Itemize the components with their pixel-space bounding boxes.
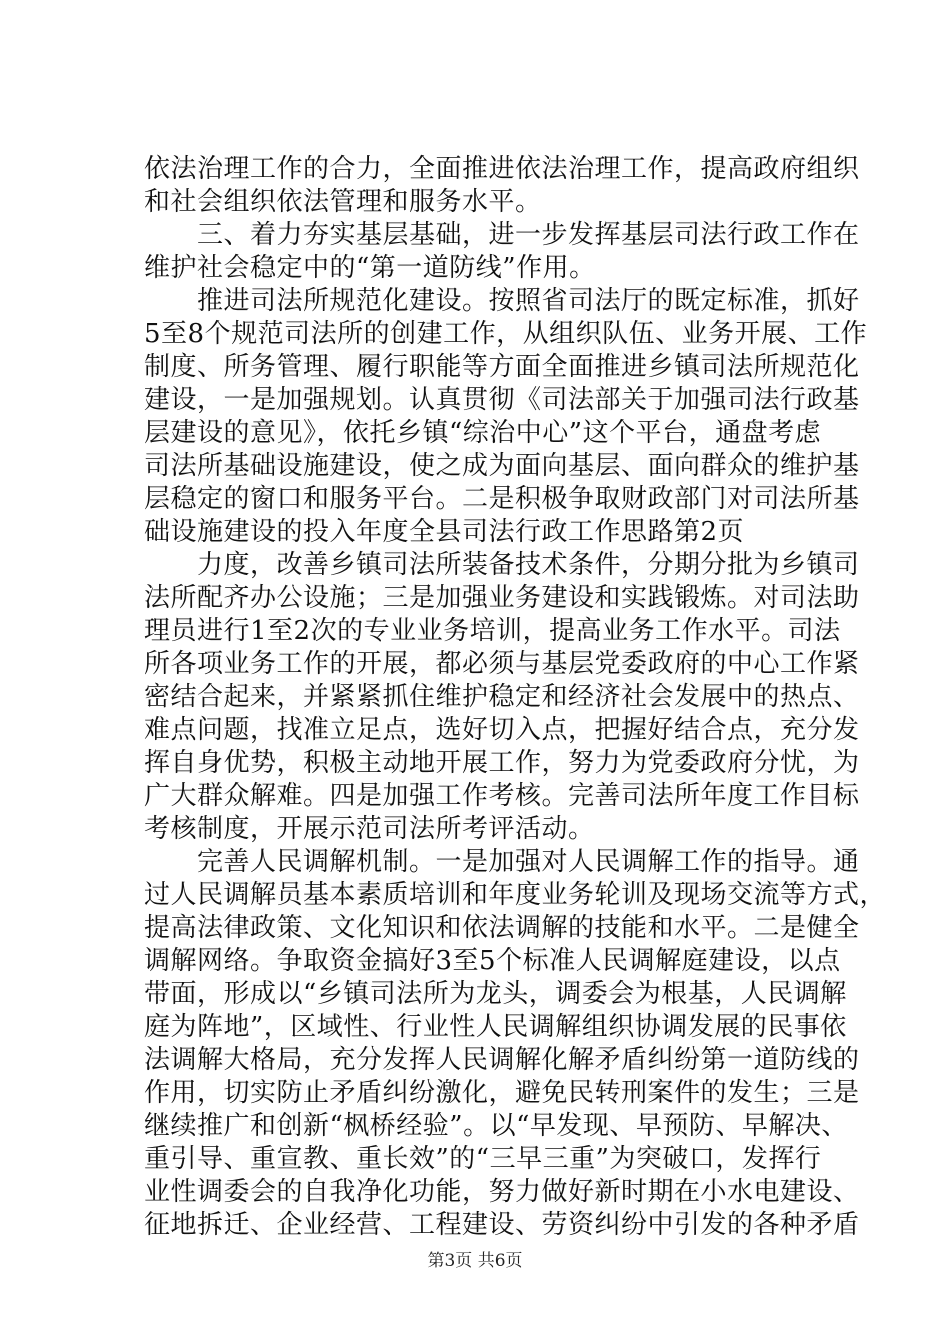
- text-line: 作用，切实防止矛盾纠纷激化，避免民转刑案件的发生；三是: [144, 1078, 860, 1108]
- text-line: 法所配齐办公设施；三是加强业务建设和实践锻炼。对司法助: [144, 583, 860, 613]
- text-line: 调解网络。争取资金搞好3至5个标准人民调解庭建设，以点: [144, 946, 841, 976]
- text-line: 理员进行1至2次的专业业务培训，提高业务工作水平。司法: [144, 616, 841, 646]
- text-line: 维护社会稳定中的“第一道防线”作用。: [144, 253, 596, 283]
- text-line: 带面，形成以“乡镇司法所为龙头，调委会为根基，人民调解: [144, 979, 847, 1009]
- text-line: 庭为阵地”，区域性、行业性人民调解组织协调发展的民事依: [144, 1012, 847, 1042]
- text-line: 完善人民调解机制。一是加强对人民调解工作的指导。通: [144, 847, 860, 877]
- text-line: 挥自身优势，积极主动地开展工作，努力为党委政府分忧，为: [144, 748, 860, 778]
- text-line: 推进司法所规范化建设。按照省司法厅的既定标准，抓好: [144, 286, 860, 316]
- text-line: 制度、所务管理、履行职能等方面全面推进乡镇司法所规范化: [144, 352, 860, 382]
- text-line: 提高法律政策、文化知识和依法调解的技能和水平。二是健全: [144, 913, 860, 943]
- text-line: 考核制度，开展示范司法所考评活动。: [144, 814, 595, 844]
- text-line: 建设，一是加强规划。认真贯彻《司法部关于加强司法行政基: [144, 385, 860, 415]
- text-line: 重引导、重宣教、重长效”的“三早三重”为突破口，发挥行: [144, 1144, 822, 1174]
- text-line: 密结合起来，并紧紧抓住维护稳定和经济社会发展中的热点、: [144, 682, 860, 712]
- text-line: 三、着力夯实基层基础，进一步发挥基层司法行政工作在: [144, 220, 860, 250]
- text-line: 难点问题，找准立足点，选好切入点，把握好结合点，充分发: [144, 715, 860, 745]
- text-line: 和社会组织依法管理和服务水平。: [144, 187, 542, 217]
- page-number-footer: 第3页 共6页: [427, 1251, 523, 1271]
- text-line: 征地拆迁、企业经营、工程建设、劳资纠纷中引发的各种矛盾: [144, 1210, 860, 1240]
- text-line: 础设施建设的投入年度全县司法行政工作思路第2页: [144, 517, 745, 547]
- text-line: 业性调委会的自我净化功能，努力做好新时期在小水电建设、: [144, 1177, 860, 1207]
- text-line: 层稳定的窗口和服务平台。二是积极争取财政部门对司法所基: [144, 484, 860, 514]
- text-line: 继续推广和创新“枫桥经验”。以“早发现、早预防、早解决、: [144, 1111, 848, 1141]
- text-line: 依法治理工作的合力，全面推进依法治理工作，提高政府组织: [144, 154, 860, 184]
- text-line: 法调解大格局，充分发挥人民调解化解矛盾纠纷第一道防线的: [144, 1045, 860, 1075]
- text-line: 广大群众解难。四是加强工作考核。完善司法所年度工作目标: [144, 781, 860, 811]
- text-line: 所各项业务工作的开展，都必须与基层党委政府的中心工作紧: [144, 649, 860, 679]
- text-line: 层建设的意见》，依托乡镇“综治中心”这个平台，通盘考虑: [144, 418, 822, 448]
- text-line: 过人民调解员基本素质培训和年度业务轮训及现场交流等方式，: [144, 880, 887, 910]
- text-line: 力度，改善乡镇司法所装备技术条件，分期分批为乡镇司: [144, 550, 860, 580]
- text-line: 司法所基础设施建设，使之成为面向基层、面向群众的维护基: [144, 451, 860, 481]
- text-line: 5至8个规范司法所的创建工作，从组织队伍、业务开展、工作: [144, 319, 868, 349]
